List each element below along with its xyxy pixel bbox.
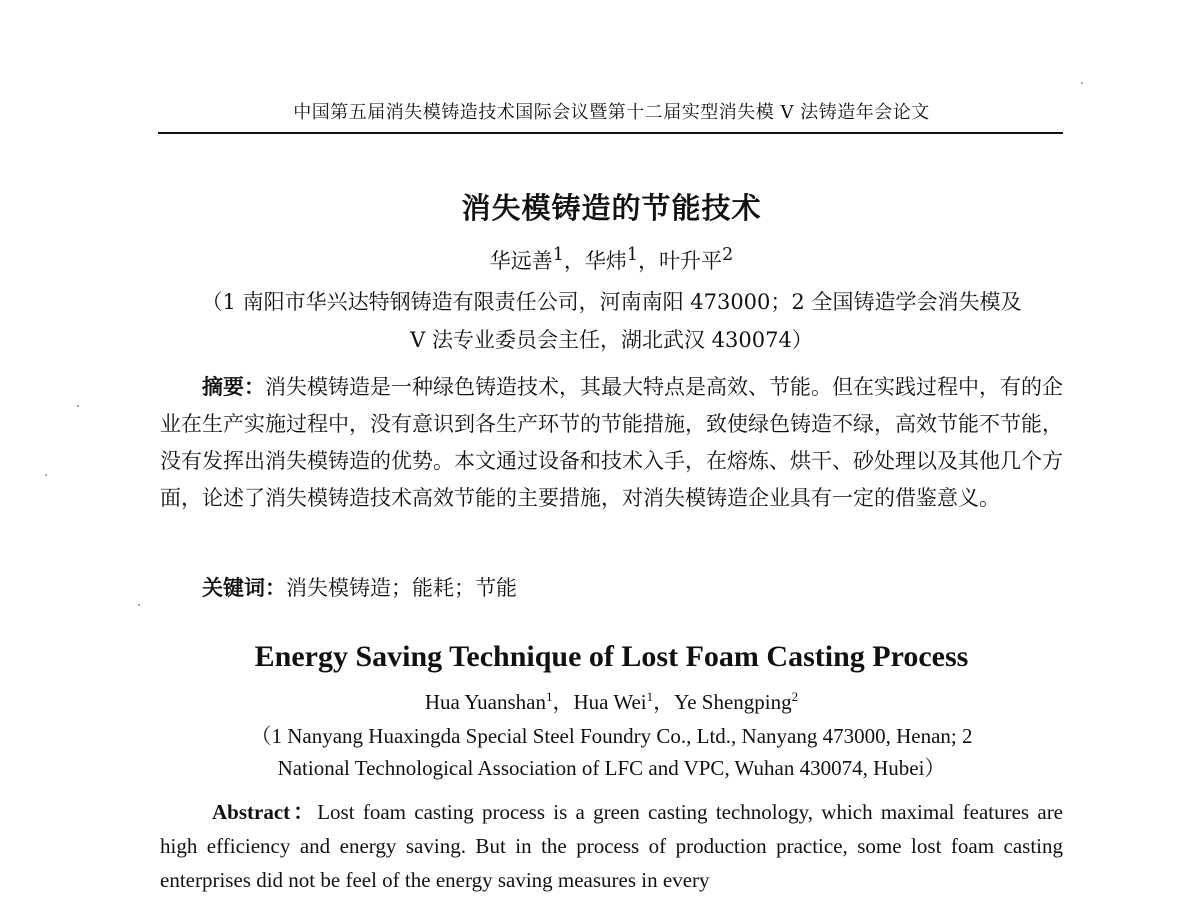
cn-author-sup: 2 <box>722 245 734 265</box>
en-author-sup: 1 <box>545 689 553 704</box>
scan-speck <box>45 474 47 476</box>
cn-authors <box>160 241 1063 275</box>
header-rule <box>158 132 1063 134</box>
en-author-name: Hua Wei <box>573 690 647 714</box>
cn-author-name: 华炜 <box>584 249 627 273</box>
cn-keywords-label: 关键词： <box>202 576 286 600</box>
en-abstract-text: Lost foam casting process is a green casting technology, which maximal features are high efficiency and energy saving. But in the process of production practice, some lost foam casting enterprises did not be feel of the energy saving measures in every <box>160 800 1064 892</box>
scan-speck <box>138 604 140 606</box>
en-affiliation-line: National Technological Association of LFC and VPC, Wuhan 430074, Hubei） <box>277 756 946 780</box>
en-authors <box>160 688 1063 716</box>
en-author-separator: ， <box>653 690 675 714</box>
en-abstract <box>160 795 1063 897</box>
cn-title: 消失模铸造的节能技术 <box>461 191 762 225</box>
en-author-sup: 1 <box>646 689 654 704</box>
en-abstract-colon: ： <box>290 800 318 824</box>
cn-affiliation-line: V 法专业委员会主任，湖北武汉 430074） <box>410 328 813 352</box>
running-header: 中国第五届消失模铸造技术国际会议暨第十二届实型消失模 V 法铸造年会论文 <box>293 102 930 123</box>
en-author-separator: ， <box>552 690 574 714</box>
cn-author-separator: ， <box>638 249 660 273</box>
cn-author-sup: 1 <box>626 245 639 265</box>
en-author-name: Ye Shengping <box>674 690 792 714</box>
en-affiliation <box>160 720 1063 784</box>
cn-abstract-label: 摘要： <box>202 375 265 399</box>
cn-abstract-text: 消失模铸造是一种绿色铸造技术，其最大特点是高效、节能。但在实践过程中，有的企业在生产实施过程中，没有意识到各生产环节的节能措施，致使绿色铸造不绿，高效节能不节能，没有发挥出消失模铸造的优势。本文通过设备和技术入手，在熔炼、烘干、砂处理以及其他几个方面，论述了消失模铸造技术高效节能的主要措施，对消失模铸造企业具有一定的借鉴意义。 <box>160 375 1063 510</box>
cn-author-name: 华远善 <box>489 249 553 273</box>
cn-author-name: 叶升平 <box>659 249 723 273</box>
en-abstract-label: Abstract <box>212 800 291 824</box>
cn-abstract <box>160 369 1063 517</box>
cn-affiliation-line: （1 南阳市华兴达特钢铸造有限责任公司，河南南阳 473000；2 全国铸造学会消失模及 <box>201 290 1022 314</box>
en-author-name: Hua Yuanshan <box>424 690 546 714</box>
cn-author-sup: 1 <box>552 245 564 265</box>
cn-keywords-text: 消失模铸造；能耗；节能 <box>286 576 517 600</box>
cn-affiliation <box>160 283 1063 359</box>
en-title: Energy Saving Technique of Lost Foam Casting Process <box>254 640 969 673</box>
scan-speck <box>77 405 79 407</box>
scan-speck <box>1081 82 1083 84</box>
cn-keywords <box>160 571 1063 605</box>
en-affiliation-line: （1 Nanyang Huaxingda Special Steel Foundry Co., Ltd., Nanyang 473000, Henan; 2 <box>250 724 973 748</box>
en-author-sup: 2 <box>791 689 799 704</box>
cn-author-separator: ， <box>563 249 585 273</box>
